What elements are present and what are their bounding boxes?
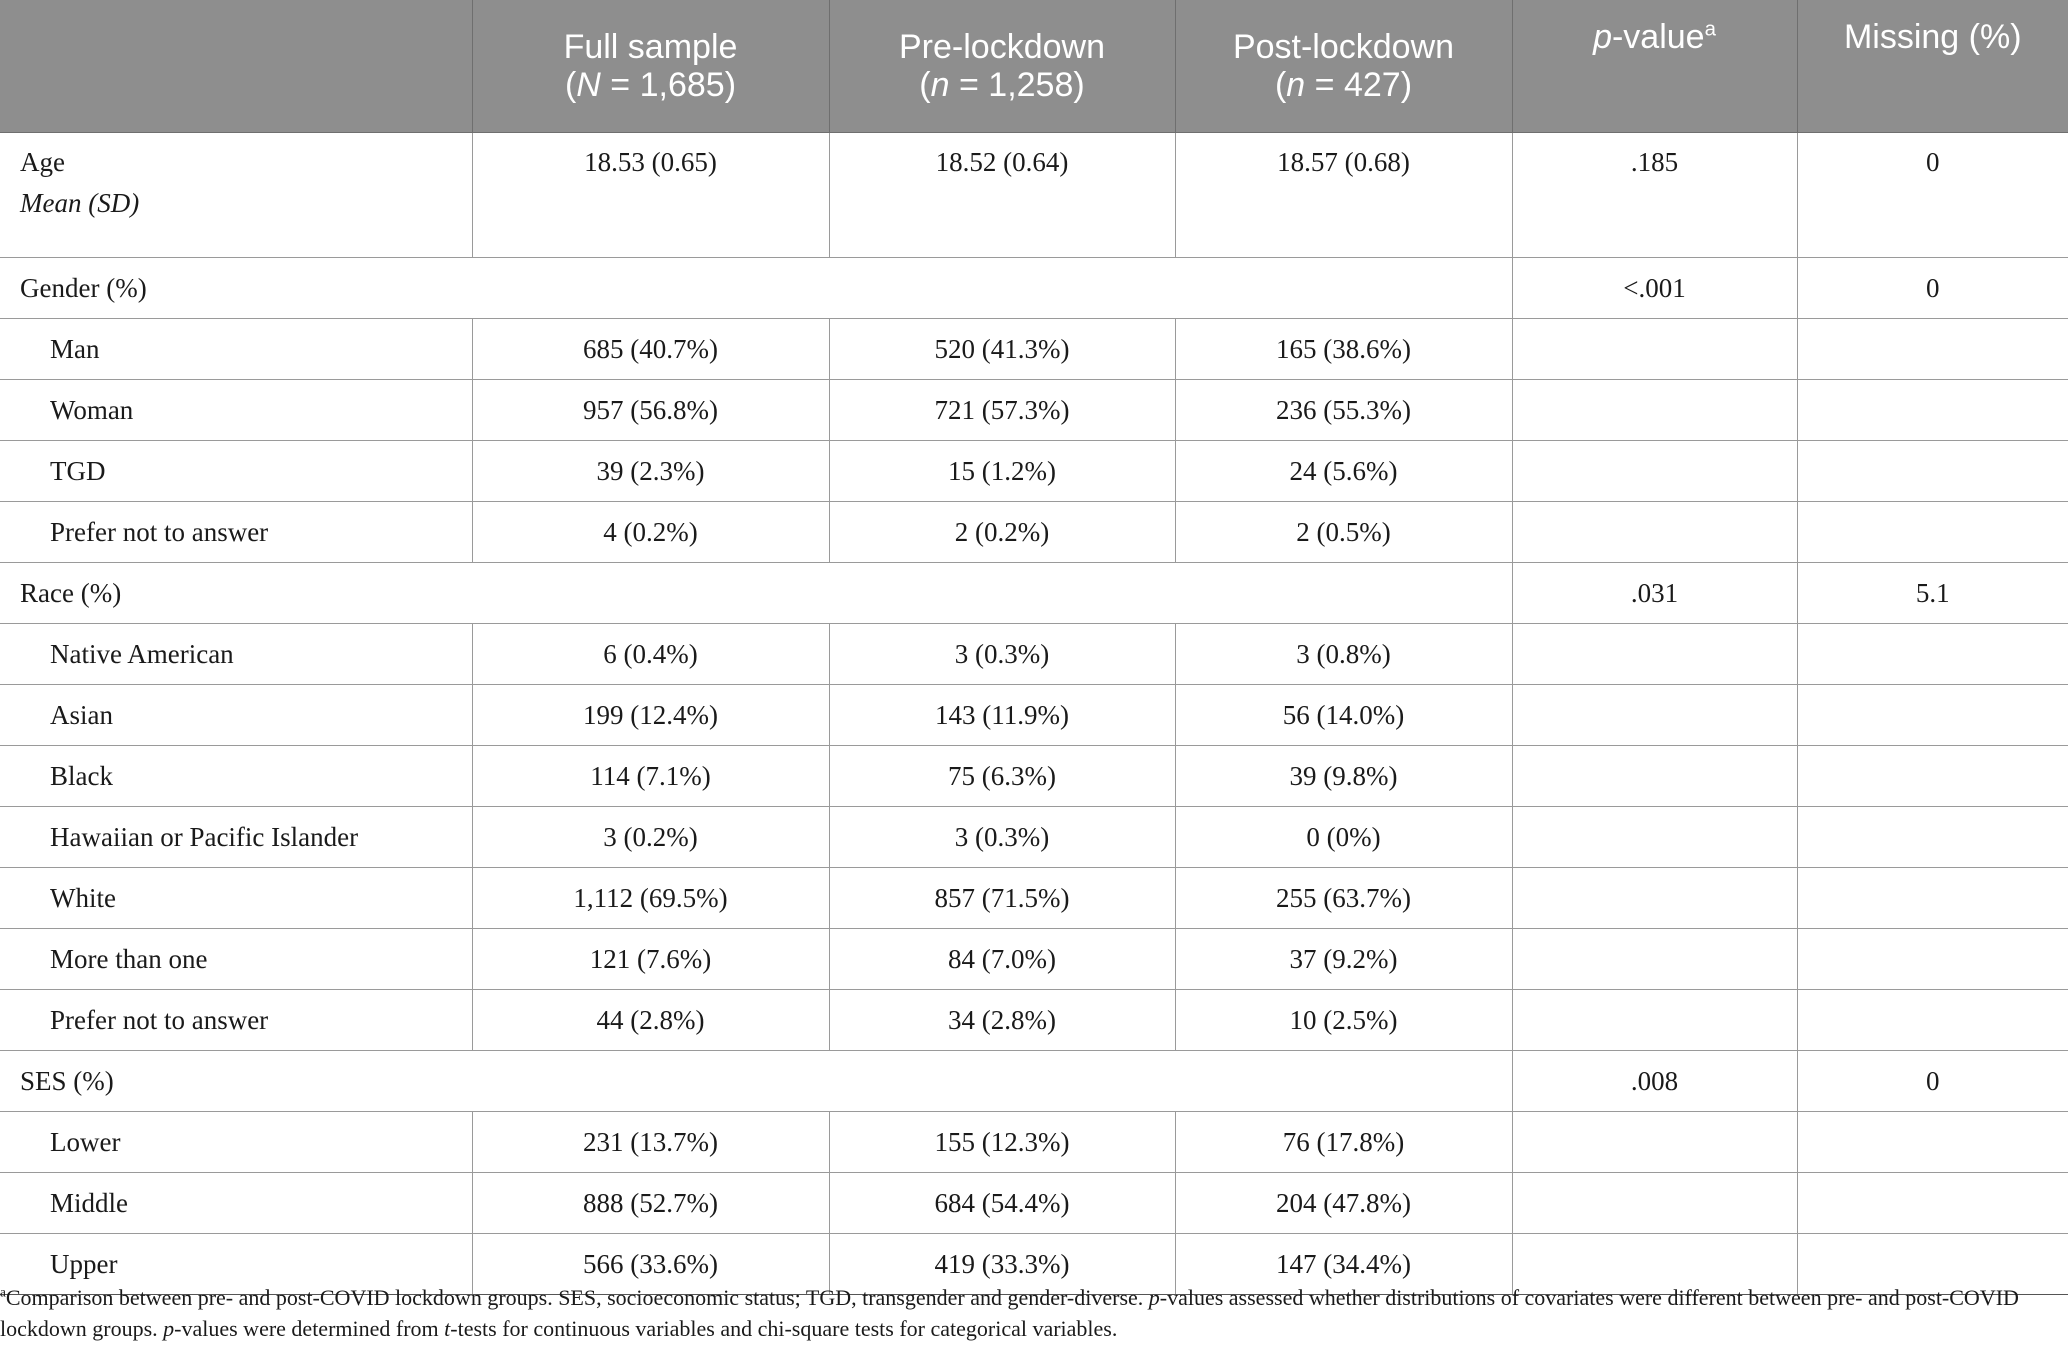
header-p-value: p-value$^a$ [1512,0,1797,133]
row-label: SES (%) [0,1051,472,1112]
table-row [0,441,2068,502]
table-row [0,624,2068,685]
cell-full: 957 (56.8%) [472,380,829,441]
header-missing: Missing (%) [1797,0,2068,133]
cell-missing [1797,319,2068,380]
cell-pre: 155 (12.3%) [829,1112,1175,1173]
cell-pre: 75 (6.3%) [829,746,1175,807]
row-label: Prefer not to answer [0,990,472,1051]
cell-missing [1797,807,2068,868]
cell-post: 10 (2.5%) [1175,990,1512,1051]
cell-full: 44 (2.8%) [472,990,829,1051]
cell-full: 685 (40.7%) [472,319,829,380]
cell-missing: 0 [1797,133,2068,258]
cell-p: .031 [1512,563,1797,624]
cell-missing [1797,746,2068,807]
cell-missing [1797,380,2068,441]
cell-post: 2 (0.5%) [1175,502,1512,563]
table-row-age [0,133,2068,258]
cell-empty [1175,258,1512,319]
table-row [0,502,2068,563]
cell-post: 147 (34.4%) [1175,1234,1512,1295]
cell-post: 236 (55.3%) [1175,380,1512,441]
row-label: Prefer not to answer [0,502,472,563]
cell-full: 18.53 (0.65) [472,133,829,258]
row-label: White [0,868,472,929]
row-label: Middle [0,1173,472,1234]
table-row [0,319,2068,380]
cell-pre: 143 (11.9%) [829,685,1175,746]
row-label: Hawaiian or Pacific Islander [0,807,472,868]
cell-missing: 0 [1797,1051,2068,1112]
cell-p [1512,441,1797,502]
cell-pre: 857 (71.5%) [829,868,1175,929]
cell-missing [1797,685,2068,746]
cell-post: 76 (17.8%) [1175,1112,1512,1173]
row-label: Asian [0,685,472,746]
cell-empty [829,258,1175,319]
row-label: Woman [0,380,472,441]
cell-p [1512,746,1797,807]
table-row-category [0,563,2068,624]
table-row [0,746,2068,807]
cell-pre: 684 (54.4%) [829,1173,1175,1234]
cell-p [1512,868,1797,929]
cell-full: 1,112 (69.5%) [472,868,829,929]
cell-p [1512,1173,1797,1234]
cell-pre: 520 (41.3%) [829,319,1175,380]
header-full-sample: Full sample (N = 1,685) [472,0,829,133]
cell-post: 56 (14.0%) [1175,685,1512,746]
header-post-lockdown: Post-lockdown (n = 427) [1175,0,1512,133]
cell-empty [829,563,1175,624]
cell-missing [1797,929,2068,990]
cell-post: 18.57 (0.68) [1175,133,1512,258]
cell-full: 39 (2.3%) [472,441,829,502]
cell-pre: 721 (57.3%) [829,380,1175,441]
cell-pre: 34 (2.8%) [829,990,1175,1051]
table-row [0,1112,2068,1173]
cell-post: 24 (5.6%) [1175,441,1512,502]
row-label: Lower [0,1112,472,1173]
table-row-category [0,258,2068,319]
cell-pre: 18.52 (0.64) [829,133,1175,258]
cell-p [1512,319,1797,380]
cell-full: 566 (33.6%) [472,1234,829,1295]
header-label-col [0,0,472,133]
table-row [0,868,2068,929]
row-label: Age Mean (SD) [0,133,472,258]
cell-full: 121 (7.6%) [472,929,829,990]
cell-post: 39 (9.8%) [1175,746,1512,807]
row-label: Race (%) [0,563,472,624]
cell-full: 114 (7.1%) [472,746,829,807]
table-header-row [0,0,2068,133]
cell-p [1512,990,1797,1051]
table-row [0,990,2068,1051]
cell-p [1512,1112,1797,1173]
header-pre-lockdown: Pre-lockdown (n = 1,258) [829,0,1175,133]
cell-empty [472,563,829,624]
cell-full: 4 (0.2%) [472,502,829,563]
cell-empty [472,258,829,319]
cell-pre: 84 (7.0%) [829,929,1175,990]
cell-p [1512,685,1797,746]
cell-pre: 2 (0.2%) [829,502,1175,563]
cell-post: 3 (0.8%) [1175,624,1512,685]
cell-p [1512,807,1797,868]
cell-p [1512,929,1797,990]
cell-full: 199 (12.4%) [472,685,829,746]
row-label: Black [0,746,472,807]
row-label: TGD [0,441,472,502]
row-label: More than one [0,929,472,990]
cell-p: .008 [1512,1051,1797,1112]
table-footnote: $^a$Comparison between pre- and post-COVID lockdown groups. SES, socioeconomic status; TGD, transgender and gender-diverse. p-values assessed whether distributions of covariates were different between pre- and post-COVID lockdown groups. p-values were determined from t-tests for continuous variables and chi-square tests for categorical variables. [0,1284,2019,1341]
cell-empty [472,1051,829,1112]
row-label: Native American [0,624,472,685]
cell-post: 204 (47.8%) [1175,1173,1512,1234]
cell-missing [1797,1173,2068,1234]
table-row [0,685,2068,746]
cell-pre: 15 (1.2%) [829,441,1175,502]
cell-missing: 5.1 [1797,563,2068,624]
cell-full: 6 (0.4%) [472,624,829,685]
cell-empty [1175,563,1512,624]
table-row-category [0,1051,2068,1112]
cell-p [1512,624,1797,685]
cell-post: 255 (63.7%) [1175,868,1512,929]
cell-p: <.001 [1512,258,1797,319]
cell-p [1512,502,1797,563]
cell-post: 37 (9.2%) [1175,929,1512,990]
table-row [0,380,2068,441]
cell-p: .185 [1512,133,1797,258]
cell-missing [1797,624,2068,685]
cell-pre: 3 (0.3%) [829,624,1175,685]
cell-p [1512,380,1797,441]
cell-post: 0 (0%) [1175,807,1512,868]
cell-empty [829,1051,1175,1112]
cell-post: 165 (38.6%) [1175,319,1512,380]
cell-missing [1797,1112,2068,1173]
row-label: Gender (%) [0,258,472,319]
table-row [0,807,2068,868]
cell-pre: 3 (0.3%) [829,807,1175,868]
cell-missing [1797,868,2068,929]
row-label: Upper [0,1234,472,1295]
cell-missing [1797,502,2068,563]
cell-full: 231 (13.7%) [472,1112,829,1173]
row-label: Man [0,319,472,380]
table-row [0,929,2068,990]
cell-full: 888 (52.7%) [472,1173,829,1234]
cell-pre: 419 (33.3%) [829,1234,1175,1295]
cell-missing [1797,441,2068,502]
cell-missing [1797,990,2068,1051]
cell-empty [1175,1051,1512,1112]
cell-full: 3 (0.2%) [472,807,829,868]
cell-missing: 0 [1797,258,2068,319]
table-row [0,1173,2068,1234]
